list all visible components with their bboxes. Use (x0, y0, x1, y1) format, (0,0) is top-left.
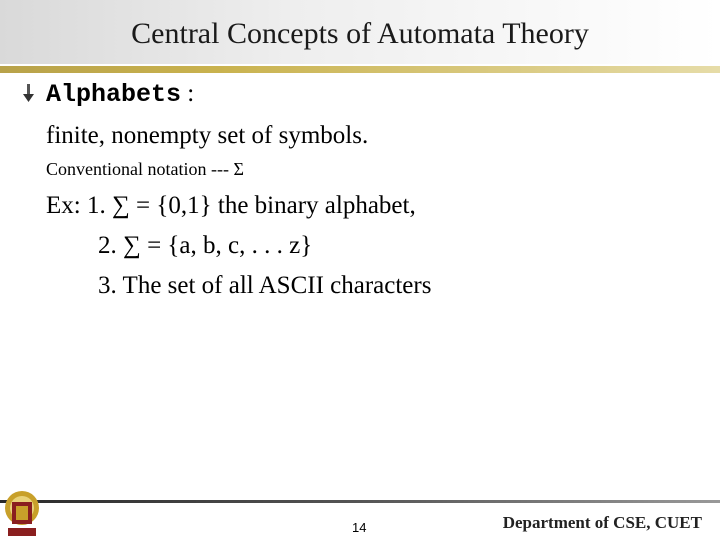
heading-suffix: : (181, 80, 195, 107)
slide-title: Central Concepts of Automata Theory (131, 17, 589, 50)
title-rule (0, 66, 720, 73)
footer-rule (0, 500, 720, 503)
department-label: Department of CSE, CUET (502, 513, 702, 532)
example-line-3: 3. The set of all ASCII characters (98, 272, 432, 299)
heading-line (46, 78, 194, 111)
example-line-2: 2. ∑ = {a, b, c, . . . z} (98, 232, 313, 259)
notation-text: Conventional notation --- Σ (46, 159, 244, 179)
definition-text: finite, nonempty set of symbols. (46, 122, 369, 149)
down-arrow-bullet-icon (22, 84, 36, 104)
page-number: 14 (352, 520, 367, 535)
heading-term: Alphabets (46, 80, 182, 109)
university-logo (2, 488, 42, 538)
example-line-1: Ex: 1. ∑ = {0,1} the binary alphabet, (46, 192, 416, 219)
